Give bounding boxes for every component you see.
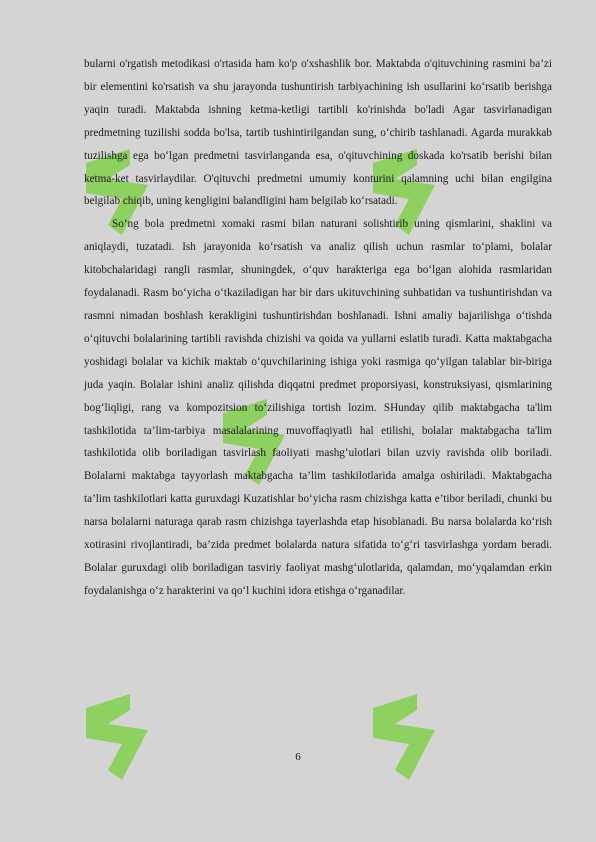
document-body	[84, 53, 552, 603]
watermark-icon	[365, 690, 450, 785]
page-number: 6	[295, 751, 301, 763]
paragraph: bularni o'rgatish metodikasi o'rtasida ham ko'p o'xshashlik bor. Maktabda o'qituvchining rasmini ba’zi bir elementini ko'rsatish va shu jarayonda tushuntirish tarbiyachining ish usullarini ko‘rsatib berishga yaqin turadi. Maktabda ishning ketma-ketligi tartibli ko'rinishda bo'ladi Agar tasvirlanadigan predmetning tuzilishi sodda bo'lsa, tartib tushintirilgandan sung, o‘chirib tashlanadi. Agarda murakkab tuzilishga ega bo‘lgan predmetni tasvirlanganda esa, o'qituvchining doskada ko'rsatib berishi bilan ketma-ket tasvirlaydilar. O'qituvchi predmetni umumiy konturini qalamning uchi bilan engilgina belgilab chiqib, uning kengligini balandligini ham belgilab ko‘rsatadi.	[84, 58, 552, 208]
watermark-icon	[78, 690, 163, 785]
paragraph: So‘ng bola predmetni xomaki rasmi bilan naturani solishtirib uning qismlarini, shaklini va aniqlaydi, tuzatadi. Ish jarayonida ko‘rsatish va analiz qilish uchun rasmlar to‘plami, bolalar kitobchalaridagi rangli rasmlar, shuningdek, o‘quv harakteriga ega bo‘lgan alohida rasmlaridan foydalanadi. Rasm bo‘yicha o‘tkaziladigan har bir dars ukituvchining suhbatidan va tushuntirishdan va rasmni nimadan boshlash kerakligini tushuntirishdan boshlanadi. Ishni amaliy bajarilishga o‘tishda o‘qituvchi bolalarining tartibli ravishda chizishi va qoida va yullarni eslatib turadi. Katta maktabgacha yoshidagi bolalar va kichik maktab o‘quvchilarining ishiga yoki rasmiga qo‘yilgan talablar bir-biriga juda yaqin. Bolalar ishini analiz qilishda diqqatni predmet proporsiyasi, konstruksiyasi, qismlarining bog‘liqligi, rang va kompozitsion to‘zilishiga tortish lozim. SHunday qilib maktabgacha ta'lim tashkilotida ta’lim-tarbiya masalalarining muvoffaqiyatli hal etilishi, bolalar maktabgacha ta'lim tashkilotida olib boriladigan tasvirlash faoliyati mashg‘ulotlari bilan uzviy ravishda olib boriladi. Bolalarni maktabga tayyorlash maktabgacha ta’lim tashkilotlarida amalga oshiriladi. Maktabgacha ta’lim tashkilotlari katta guruxdagi Kuzatishlar bo‘yicha rasm chizishga katta e’tibor beriladi, chunki bu narsa bolalarni naturaga qarab rasm chizishga tayerlashda etap hisoblanadi. Bu narsa bolalarda ko‘rish xotirasini rivojlantiradi, ba’zida predmet bolalarda natura sifatida to‘g‘ri tasvirlashga yordam beradi. Bolalar guruxdagi olib boriladigan tasviriy faoliyat mashg‘ulotlarida, qalamdan, mo‘yqalamdan erkin foydalanishga o‘z harakterini va qo‘l kuchini idora etishga o‘rganadilar.	[84, 218, 552, 597]
